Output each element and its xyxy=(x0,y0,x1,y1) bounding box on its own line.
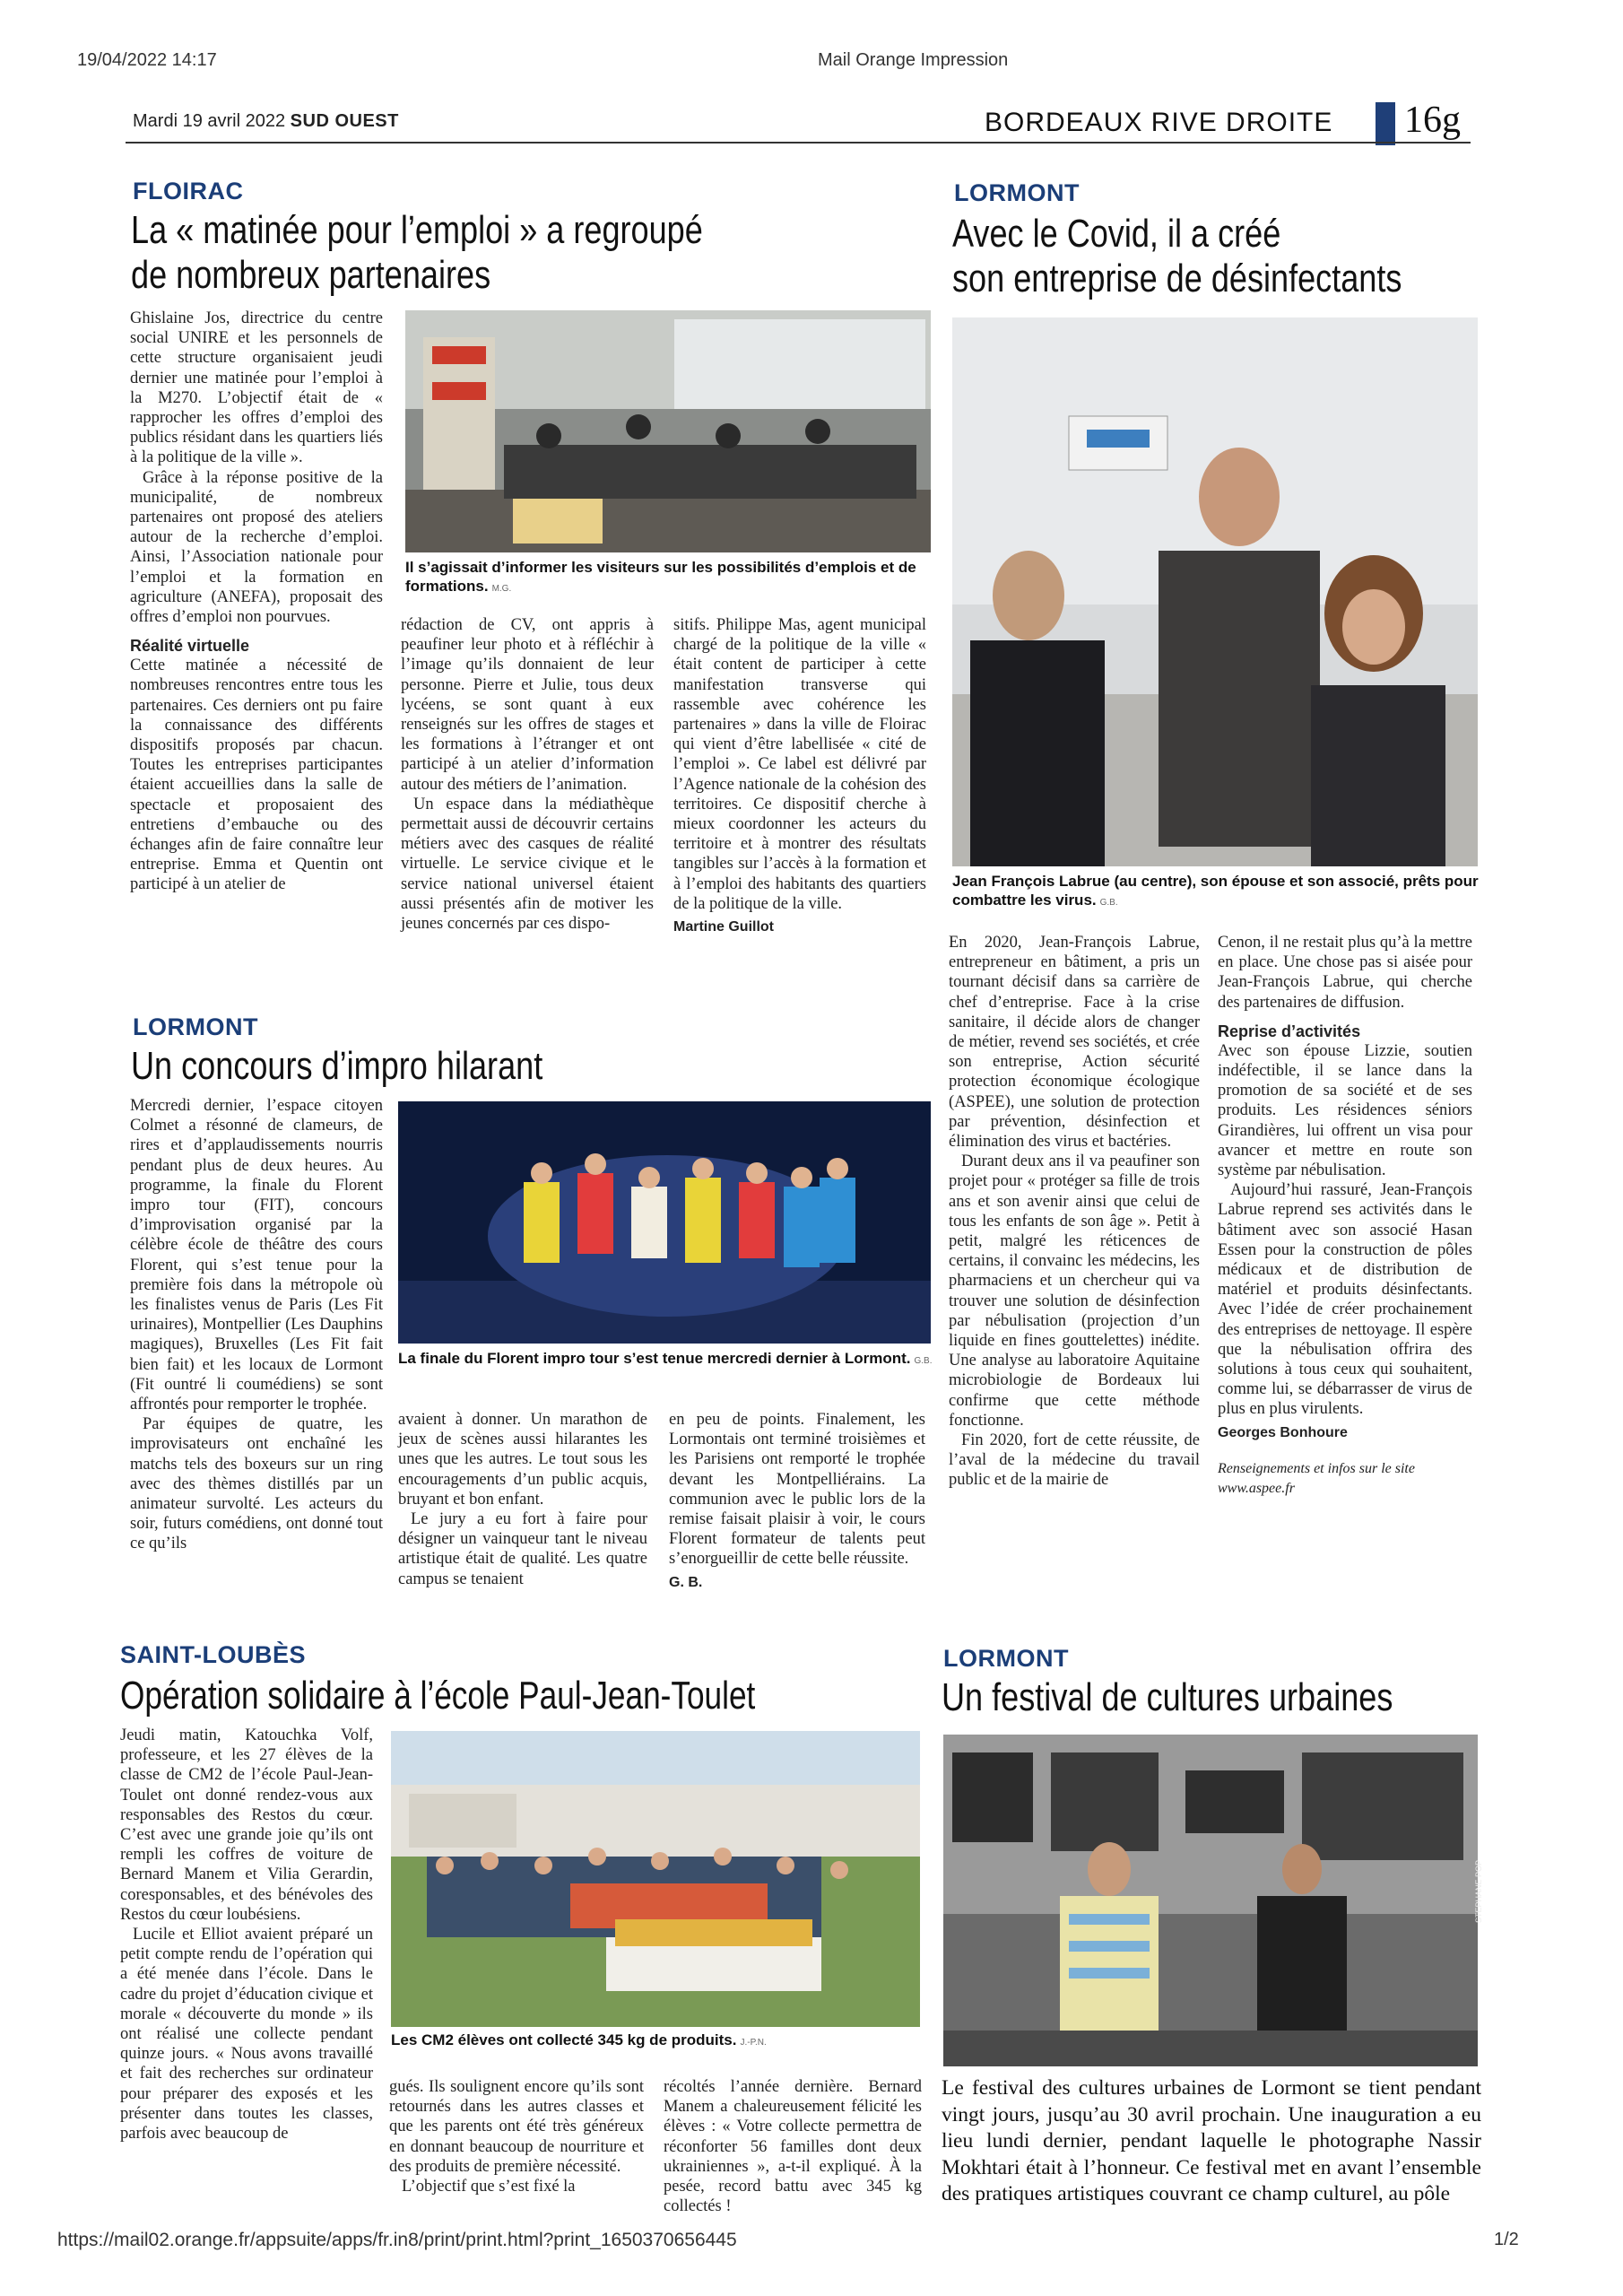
impro-photo-image xyxy=(398,1101,931,1344)
loubes-section: SAINT-LOUBÈS xyxy=(120,1641,307,1668)
loubes-col-3 xyxy=(664,2077,922,2216)
paper-section: BORDEAUX RIVE DROITE xyxy=(985,108,1333,137)
loubes-photo xyxy=(391,1731,920,2027)
floirac-signature: Martine Guillot xyxy=(673,919,774,935)
print-datetime: 19/04/2022 14:17 xyxy=(77,50,217,70)
impro-photo xyxy=(398,1101,931,1344)
loubes-col-1 xyxy=(120,1726,373,2144)
impro-col-2 xyxy=(398,1410,647,1589)
covid-p4: Cenon, il ne restait plus qu’à la mettre en place. Une chose pas si aisée pour Jean-François Labrue, qui cherche des partenaires de diffusion. xyxy=(1218,934,1472,1012)
loubes-photo-image xyxy=(391,1731,920,2027)
floirac-photo-image xyxy=(405,310,931,552)
covid-url[interactable]: www.aspee.fr xyxy=(1218,1481,1295,1497)
festival-photo-credit: STEPHANE POP xyxy=(1474,1860,1483,1924)
festival-section: LORMONT xyxy=(943,1645,1069,1672)
covid-caption-block xyxy=(952,872,1490,912)
floirac-title-1: La « matinée pour l’emploi » a regroupé xyxy=(131,208,703,252)
loubes-col-2 xyxy=(389,2077,644,2196)
covid-credit: G.B. xyxy=(1099,898,1118,908)
covid-caption: Jean François Labrue (au centre), son épouse et son associé, prêts pour combattre les virus. xyxy=(952,873,1479,909)
impro-col-3 xyxy=(669,1410,925,1593)
paper-date: Mardi 19 avril 2022 xyxy=(133,111,286,131)
floirac-p1: Ghislaine Jos, directrice du centre social UNIRE et les personnels de cette structure organisaient jeudi dernier une matinée pour l’emploi à la M270. L’objectif était de « rapprocher les offres d’emploi des publics résidant dans les quartiers liés à la politique de la ville ». xyxy=(130,309,383,467)
covid-p3: Fin 2020, fort de cette réussite, de l’aval de la médecine du travail public et de la mairie de xyxy=(949,1431,1200,1490)
paper-page: 16g xyxy=(1404,100,1461,141)
floirac-credit: M.G. xyxy=(491,584,512,594)
covid-p5: Avec son épouse Lizzie, soutien indéfectible, il se lance dans la promotion de sa société et de ses produits. Les résidences séniors Girandières, lui offrent un visa pour avancer et mettre en route son système par nébulisation. xyxy=(1218,1041,1472,1180)
paper-date-line xyxy=(133,111,399,132)
floirac-col-3 xyxy=(673,615,926,937)
covid-title-1: Avec le Covid, il a créé xyxy=(952,212,1281,256)
festival-photo xyxy=(943,1735,1483,2066)
impro-p2: Par équipes de quatre, les improvisateurs ont enchaîné les matchs tels des boxeurs sur un ring avec des thèmes distillés par un animateur survolté. Les acteurs du soir, futurs comédiens, ont donné tout ce qu’ils xyxy=(130,1415,383,1553)
loubes-title: Opération solidaire à l’école Paul-Jean-Toulet xyxy=(120,1674,756,1718)
section-bar xyxy=(1376,102,1395,145)
loubes-caption: Les CM2 élèves ont collecté 345 kg de produits. xyxy=(391,2031,737,2048)
festival-title: Un festival de cultures urbaines xyxy=(942,1675,1393,1719)
impro-p3: avaient à donner. Un marathon de jeux de scènes aussi hilarantes les unes que les autres. Le tout sous les encouragements d’un public acquis, bruyant et bon enfant. xyxy=(398,1411,647,1509)
covid-info: Renseignements et infos sur le site xyxy=(1218,1460,1415,1476)
impro-p4: Le jury a eu fort à faire pour désigner un vainqueur tant le niveau artistique était de qualité. Les quatre campus se tenaient xyxy=(398,1510,647,1588)
loubes-caption-block xyxy=(391,2031,920,2052)
covid-col-2 xyxy=(1218,933,1472,1499)
covid-signature: Georges Bonhoure xyxy=(1218,1424,1348,1440)
floirac-title-2: de nombreux partenaires xyxy=(131,253,491,297)
floirac-p5: Un espace dans la médiathèque permettait aussi de découvrir certains métiers avec des casques de réalité virtuelle. Le service civique et le service national universel étaient aussi présentés afin de motiver les jeunes concernés par ces dispo- xyxy=(401,795,654,934)
paper-name: SUD OUEST xyxy=(290,111,399,131)
covid-p6: Aujourd’hui rassuré, Jean-François Labrue reprend ses activités dans le bâtiment avec son associé Hasan Essen pour la construction de pôles médicaux et de distribution de matériel et produits désinfectants. Avec l’idée de créer prochainement des entreprises de nettoyage. Il espère que la nébulisation offrira des solutions à tous ceux qui souhaitent, comme lui, se débarrasser de virus de plus en plus virulents. xyxy=(1218,1181,1472,1419)
impro-p5: en peu de points. Finalement, les Lormontais ont terminé troisièmes et les Parisiens ont remporté le trophée devant les Montpelliérains. La communion avec le public lors de la remise faisait plaisir à voir, le cours Florent formateur de talents peut s’enorgueillir de cette belle réussite. xyxy=(669,1411,925,1569)
floirac-p3: Cette matinée a nécessité de nombreuses rencontres entre tous les partenaires. Ces derniers ont pu faire la connaissance des différents dispositifs proposés par chacun. Toutes les entreprises participantes étaient accueillies dans la salle de spectacle et proposaient des entretiens d’embauche ou des échanges afin de faire connaître leur entreprise. Emma et Quentin ont participé à un atelier de xyxy=(130,657,383,894)
floirac-col-2 xyxy=(401,615,654,934)
impro-caption-block xyxy=(398,1349,936,1370)
floirac-col-1 xyxy=(130,309,383,895)
impro-p1: Mercredi dernier, l’espace citoyen Colmet a résonné de clameurs, de rires et d’applaudissements nourris pendant plus de deux heures. Au programme, la finale du Florent impro tour (FIT), concours d’improvisation organisé par la célèbre école de théâtre des cours Florent, qui s’est tenue pour la première fois dans la métropole où les finalistes venus de Paris (Les Fit urinaires), Montpellier (Les Dauphins magiques), Bruxelles (Les Fit fait bien fait) et les locaux de Lormont (Fit ountré li coumédiens) se sont affrontés pour remporter le trophée. xyxy=(130,1097,383,1414)
floirac-caption-block xyxy=(405,558,931,598)
covid-photo-image xyxy=(952,317,1478,866)
loubes-p4: L’objectif que s’est fixé la xyxy=(402,2178,576,2196)
floirac-section: FLOIRAC xyxy=(133,178,244,204)
loubes-p3: gués. Ils soulignent encore qu’ils sont retournés dans les autres classes et que les parents ont été très généreux en donnant beaucoup de nourriture et des produits de première nécessité. xyxy=(389,2078,644,2176)
loubes-p5: récoltés l’année dernière. Bernard Manem a chaleureusement félicité les élèves : « Votre collecte permettra de réconforter 56 familles dont deux ukrainiennes », a-t-il expliqué. À la pesée, record battu avec 345 kg collectés ! xyxy=(664,2078,922,2216)
loubes-credit: J.-P.N. xyxy=(740,2038,767,2048)
floirac-p4: rédaction de CV, ont appris à peaufiner leur photo et à réfléchir à l’image qu’ils donnaient de leur personne. Pierre et Julie, tous deux lycéens, se sont quant à eux renseignés sur les offres de stages et les formations à l’étranger et ont participé à un atelier d’information autour des métiers de l’animation. xyxy=(401,616,654,794)
impro-section: LORMONT xyxy=(133,1013,258,1040)
impro-title: Un concours d’impro hilarant xyxy=(131,1044,543,1088)
print-page-number: 1/2 xyxy=(1494,2230,1519,2249)
impro-credit: G.B. xyxy=(914,1356,933,1366)
impro-col-1 xyxy=(130,1096,383,1554)
floirac-photo xyxy=(405,310,931,552)
covid-col-1 xyxy=(949,933,1200,1491)
floirac-p2: Grâce à la réponse positive de la municipalité, de nombreux partenaires ont proposé des ateliers autour de la recherche d’emploi. Ainsi, l’Association nationale pour l’emploi et la formation en agriculture (ANEFA), proposait des offres d’emploi non pourvues. xyxy=(130,468,383,627)
covid-photo xyxy=(952,317,1478,866)
floirac-p6: sitifs. Philippe Mas, agent municipal chargé de la politique de la ville « était content de participer à cette manifestation transverse qui rassemble avec cohérence les partenaires » dans la ville de Floirac qui vient d’être labellisée « cité de l’emploi ». Ce label est délivré par l’Agence nationale de la cohésion des territoires. Ce dispositif cherche à mieux coordonner les acteurs du territoire et à montrer des résultats tangibles sur l’accès à la formation et à l’emploi des habitants des quartiers de la politique de la ville. xyxy=(673,616,926,913)
floirac-caption: Il s’agissait d’informer les visiteurs sur les possibilités d’emplois et de formations. xyxy=(405,559,916,595)
covid-p2: Durant deux ans il va peaufiner son projet pour « protéger sa fille de trois ans et son avenir ainsi que celui de tous les enfants de son âge ». Petit à petit, malgré les réticences de certains, il convainc les médecins, les pharmaciens et un chercheur qui va trouver une solution de désinfection par nébulisation (projection d’un liquide en fines gouttelettes) inédite. Une analyse au laboratoire Aquitaine microbiologie de Bordeaux lui confirme que cette méthode fonctionne. xyxy=(949,1152,1200,1430)
covid-p1: En 2020, Jean-François Labrue, entrepreneur en bâtiment, a pris un tournant décisif dans sa carrière de chef d’entreprise. Face à la crise sanitaire, il décide alors de changer de métier, revend ses sociétés, et crée son entreprise, Action sécurité protection économique écologique (ASPEE), une solution de protection par prévention, désinfection et élimination des virus et bactéries. xyxy=(949,934,1200,1152)
festival-photo-image xyxy=(943,1735,1478,2066)
floirac-subhead: Réalité virtuelle xyxy=(130,637,250,656)
strip-rule xyxy=(126,142,1471,144)
loubes-p1: Jeudi matin, Katouchka Volf, professeure, et les 27 élèves de la classe de CM2 de l’école Paul-Jean-Toulet ont donné rendez-vous aux responsables des Restos du cœur. C’est avec une grande joie qu’ils ont rempli les coffres de voiture de Bernard Manem et Vilia Gerardin, coresponsables, et des bénévoles des Restos du cœur loubésiens. xyxy=(120,1726,373,1924)
impro-signature: G. B. xyxy=(669,1574,703,1590)
covid-title-2: son entreprise de désinfectants xyxy=(952,257,1402,300)
loubes-p2: Lucile et Elliot avaient préparé un petit compte rendu de l’opération qui a été menée dans l’école. Dans le cadre du projet d’éducation civique et morale « découverte du monde » ils ont réalisé une collecte pendant quinze jours. « Nous avons travaillé et fait des recherches sur ordinateur pour préparer des exposés et les présenter dans toutes les classes, parfois avec beaucoup de xyxy=(120,1926,373,2144)
impro-caption: La finale du Florent impro tour s’est tenue mercredi dernier à Lormont. xyxy=(398,1350,911,1367)
print-title: Mail Orange Impression xyxy=(818,50,1009,70)
covid-subhead: Reprise d’activités xyxy=(1218,1022,1361,1040)
covid-section: LORMONT xyxy=(954,179,1080,206)
print-url[interactable]: https://mail02.orange.fr/appsuite/apps/fr.in8/print/print.html?print_1650370656445 xyxy=(57,2230,737,2250)
festival-body: Le festival des cultures urbaines de Lormont se tient pendant vingt jours, jusqu’au 30 avril prochain. Une inauguration a eu lieu lundi dernier, pendant laquelle le photographe Nassir Mokhtari était à l’honneur. Ce festival met en avant l’ensemble des pratiques artistiques couvrant ce champ culturel, au pôle xyxy=(942,2076,1481,2205)
